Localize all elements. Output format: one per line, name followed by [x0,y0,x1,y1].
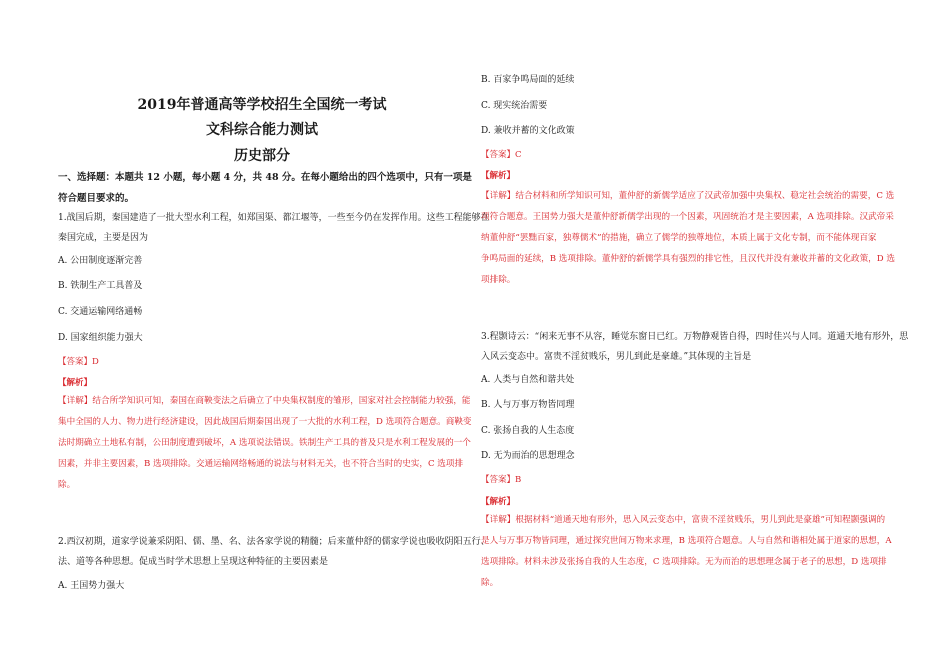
section-instructions [58,167,472,209]
question-3-answer: 【答案】B [481,475,522,485]
question-1-stem-line1: 1.战国后期，秦国建造了一批大型水利工程，如郑国渠、都江堰等，一些至今仍在发挥作用。这些工程能够在 [58,213,490,223]
question-1-explanation-line: 法时期确立土地私有制，公田制度遭到破坏，A 选项说法错误。铁制生产工具的普及只是水利工程发展的一个 [58,438,471,448]
question-1-explanation-line: 集中全国的人力、物力进行经济建设，因此战国后期秦国出现了一大批的水利工程，D 选项符合题意。商鞅变 [58,417,472,427]
question-1-option-a: A. 公田制度逐渐完善 [58,256,143,266]
question-1-option-b: B. 铁制生产工具普及 [58,281,143,291]
question-1-analysis-label: 【解析】 [58,378,93,388]
question-1-explanation-line: 因素，并非主要因素，B 选项排除。交通运输网络畅通的说法与材料无关，也不符合当时的史实，C 选项排 [58,459,464,469]
question-3-explanation-line: 是人与万事万物皆同理，通过探究世间万物来求理，B 选项符合题意。人与自然和谐相处属于道家的思想，A [481,536,892,546]
question-2-option-c: C. 现实统治需要 [481,101,548,111]
question-2-explanation-line: 项排除。 [481,275,516,285]
question-1-explanation-line: 【详解】结合所学知识可知，秦国在商鞅变法之后确立了中央集权制度的雏形，国家对社会控制能力较强，能 [58,396,471,406]
question-3-explanation-line: 选项排除。材料未涉及张扬自我的人生态度，C 选项排除。无为而治的思想理念属于老子的思想，D 选项排 [481,557,887,567]
question-3-stem [481,327,908,367]
question-1-option-c: C. 交通运输网络通畅 [58,307,143,317]
section-instructions-line1: 一、选择题：本题共 12 小题，每小题 4 分，共 48 分。在每小题给出的四个选项中，只有一项是 [58,172,472,183]
question-2-option-a: A. 王国势力强大 [58,581,125,591]
question-1-option-d: D. 国家组织能力强大 [58,333,143,343]
exam-title: 2019年普通高等学校招生全国统一考试 [137,97,387,113]
question-2-explanation-line: 纳董仲舒“罢黜百家，独尊儒术”的措施，确立了儒学的独尊地位，本质上属于文化专制，而不能体现百家 [481,233,877,243]
question-2-option-b: B. 百家争鸣局面的延续 [481,75,575,85]
question-2-stem-line2: 法、道等各种思想。促成当时学术思想上呈现这种特征的主要因素是 [58,557,329,567]
question-2-explanation-line: 【详解】结合材料和所学知识可知，董仲舒的新儒学适应了汉武帝加强中央集权、稳定社会统治的需要，C 选 [481,191,895,201]
question-2-analysis-label: 【解析】 [481,171,516,181]
question-3-explanation-line: 除。 [481,578,499,588]
question-3-option-b: B. 人与万事万物皆同理 [481,400,575,410]
question-2-explanation-line: 项符合题意。王国势力强大是董仲舒新儒学出现的一个因素，巩固统治才是主要因素，A 选项排除。汉武帝采 [481,212,894,222]
question-2-explanation [481,186,895,291]
question-1-explanation [58,391,472,496]
question-2-answer: 【答案】C [481,150,522,160]
section-instructions-line2: 符合题目要求的。 [58,193,135,204]
question-2-stem [58,532,490,572]
question-2-stem-line1: 2.西汉初期，道家学说兼采阴阳、儒、墨、名、法各家学说的精髓；后来董仲舒的儒家学说也吸收阴阳五行、 [58,537,490,547]
question-2-explanation-line: 争鸣局面的延续，B 选项排除。董仲舒的新儒学具有强烈的排它性，且汉代并没有兼收并蓄的文化政策，D 选 [481,254,895,264]
question-3-option-a: A. 人类与自然和谐共处 [481,375,575,385]
question-3-explanation [481,510,892,594]
question-2-option-d: D. 兼收并蓄的文化政策 [481,126,575,136]
section-title: 历史部分 [234,148,290,164]
question-1-explanation-line: 除。 [58,480,76,490]
question-3-explanation-line: 【详解】根据材料“道通天地有形外，思入风云变态中，富贵不淫贫贱乐，男儿到此是豪雄”可知程颢强调的 [481,515,886,525]
question-1-answer: 【答案】D [58,357,99,367]
question-1-stem [58,208,490,248]
question-3-analysis-label: 【解析】 [481,497,516,507]
question-3-option-c: C. 张扬自我的人生态度 [481,426,575,436]
question-3-option-d: D. 无为而治的思想理念 [481,451,575,461]
question-1-stem-line2: 秦国完成，主要是因为 [58,233,149,243]
question-3-stem-line2: 入风云变态中。富贵不淫贫贱乐，男儿到此是豪雄。”其体现的主旨是 [481,352,752,362]
exam-subtitle: 文科综合能力测试 [206,122,318,138]
question-3-stem-line1: 3.程颢诗云：“闲来无事不从容，睡觉东窗日已红。万物静观皆自得，四时佳兴与人同。道通天地有形外，思 [481,332,909,342]
